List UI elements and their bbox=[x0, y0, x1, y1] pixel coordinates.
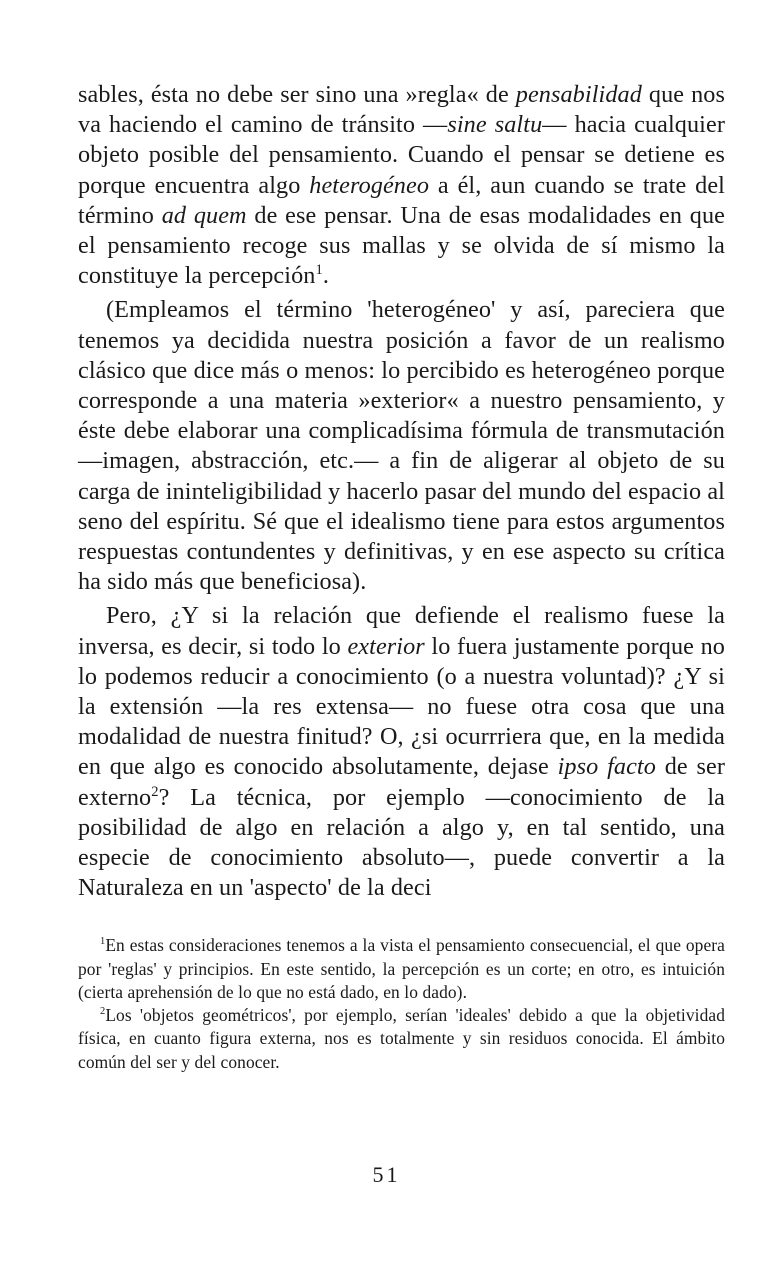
text-run: ? La técnica, por ejemplo —conocimiento de la posibilidad de algo en relación a algo y, en tal sentido, una especie de conocimiento absoluto—, puede convertir a la Naturaleza en un 'aspecto' de la deci bbox=[78, 783, 725, 902]
footnote-2 bbox=[78, 1004, 725, 1074]
page-number: 51 bbox=[372, 1162, 401, 1187]
italic-text: pensabilidad bbox=[515, 81, 642, 108]
text-run: . bbox=[322, 262, 329, 290]
footnote-marker: 2 bbox=[100, 1006, 106, 1018]
italic-text: ipso facto bbox=[557, 753, 656, 781]
italic-text: heterogéneo bbox=[309, 171, 430, 199]
paragraph-3 bbox=[78, 601, 725, 903]
footnote-marker: 2 bbox=[151, 783, 159, 800]
paragraph-2 bbox=[78, 295, 725, 597]
footnote-marker: 1 bbox=[315, 262, 323, 279]
footnotes bbox=[78, 934, 725, 1073]
italic-text: ad quem bbox=[161, 201, 247, 229]
text-run: — hacia cualquier objeto posible del pensamiento. Cuando el pensar se detiene es porque encuentra algo bbox=[78, 111, 725, 199]
text-run: de ese pensar. Una de esas modalidades en que el pensamiento recoge sus mallas y se olvida de sí mismo la constituye la percepción bbox=[78, 201, 726, 290]
text-run: En estas consideraciones tenemos a la vista el pensamiento consecuencial, el que opera por 'reglas' y principios. En este sentido, la percepción es un corte; en otro, es intuición (cierta aprehensión de lo que no está dado, en lo dado). bbox=[78, 935, 725, 1002]
text-run: a él, aun cuando se trate del término bbox=[78, 171, 725, 229]
text-run: Los 'objetos geométricos', por ejemplo, serían 'ideales' debido a que la objetividad física, en cuanto figura externa, nos es totalmente y sin residuos conocida. El ámbito común del ser y del conocer. bbox=[78, 1005, 725, 1072]
text-run: sables, ésta no debe ser sino una »regla« de bbox=[78, 81, 516, 108]
text-run: Pero, ¿Y si la relación que defiende el realismo fuese la inversa, es decir, si todo lo bbox=[78, 602, 725, 660]
italic-text: sine saltu bbox=[447, 111, 543, 139]
italic-text: exterior bbox=[347, 632, 425, 660]
text-run: que nos va haciendo el camino de tránsito — bbox=[78, 81, 725, 139]
footnote-marker: 1 bbox=[100, 936, 106, 948]
body-text bbox=[78, 80, 725, 903]
text-run: de ser externo bbox=[78, 753, 725, 811]
text-run: (Empleamos el término 'heterogéneo' y así, pareciera que tenemos ya decidida nuestra posición a favor de un realismo clásico que dice más o menos: lo percibido es heterogéneo porque corresponde a una materia »exterior« a nuestro pensamiento, y éste debe elaborar una complicadísima fórmula de transmutación —imagen, abstracción, etc.— a fin de aligerar al objeto de su carga de ininteligibilidad y hacerlo pasar del mundo del espacio al seno del espíritu. Sé que el idealismo tiene para estos argumentos respuestas contundentes y definitivas, y en ese aspecto su crítica ha sido más que beneficiosa). bbox=[78, 296, 725, 596]
footnote-1 bbox=[78, 934, 725, 1004]
text-run: lo fuera justamente porque no lo podemos reducir a conocimiento (o a nuestra voluntad)? ¿Y si la extensión —la res extensa— no fuese otra cosa que una modalidad de nuestra finitud? O, ¿si ocurrriera que, en la medida en que algo es conocido absolutamente, dejase bbox=[78, 632, 725, 781]
paragraph-1 bbox=[78, 80, 725, 291]
